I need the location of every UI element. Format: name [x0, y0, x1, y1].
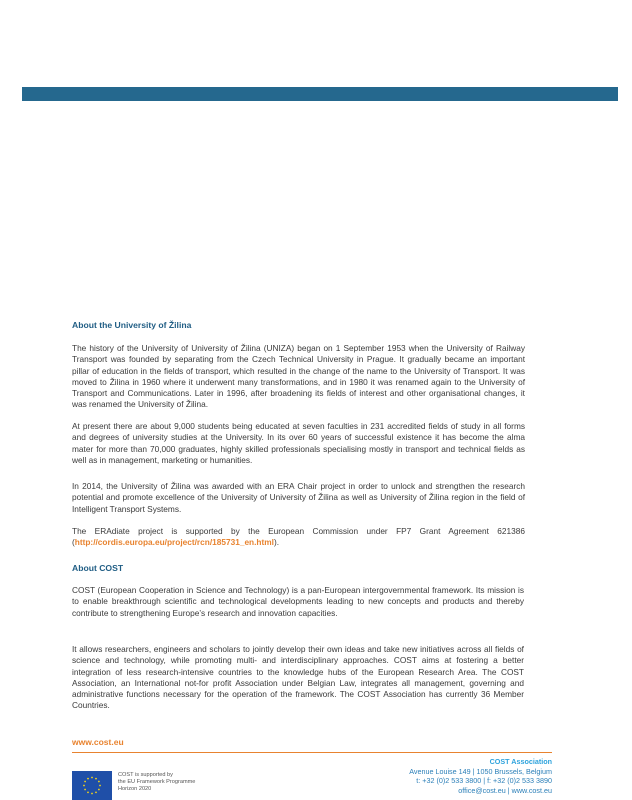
cordis-link[interactable]: http://cordis.europa.eu/project/rcn/185731_en.html: [74, 537, 274, 548]
address-phone: t: +32 (0)2 533 3800 | f: +32 (0)2 533 3890: [416, 776, 552, 785]
university-era-paragraph: In 2014, the University of Žilina was awarded with an ERA Chair project in order to unlock and strengthen the research potential and promote excellence of the University of University of Žilina as well as University of Žilina region in the field of Intelligent Transport Systems.: [72, 481, 525, 514]
address-contact[interactable]: office@cost.eu | www.cost.eu: [458, 785, 552, 795]
cost-description-paragraph: It allows researchers, engineers and scholars to jointly develop their own ideas and take new initiatives across all fields of science and technology, while promoting multi- and interdisciplinary approaches. COST aims at fostering a better integration of less research-intensive countries to the knowledge hubs of the European Research Area. The COST Association, an International not-for profit Association under Belgian Law, integrates all management, governing and administrative functions necessary for the operation of the framework. The COST Association has currently 36 Member Countries.: [72, 644, 524, 711]
cost-website-link[interactable]: www.cost.eu: [72, 737, 124, 747]
address-org: COST Association: [489, 757, 552, 766]
university-heading: About the University of Žilina: [72, 320, 192, 330]
cost-mission-paragraph: COST (European Cooperation in Science and Technology) is a pan-European intergovernmental framework. Its mission is to enable breakthrough scientific and technological developments leading to new concepts and products and thereby contribute to strengthening Europe’s research and innovation capacities.: [72, 585, 524, 618]
cost-address: [409, 757, 552, 795]
funding-text: The ERAdiate project is supported by the European Commission under FP7 Grant Agreement 621386 (: [72, 526, 525, 548]
address-street: Avenue Louise 149 | 1050 Brussels, Belgium: [409, 766, 552, 776]
eu-flag-icon: [72, 771, 112, 800]
footer-divider: [72, 752, 552, 753]
funding-close: ).: [273, 537, 280, 548]
funding-paragraph: [72, 526, 525, 549]
header-bar: [22, 87, 618, 101]
eu-support-text: COST is supported by the EU Framework Programme Horizon 2020: [118, 772, 196, 792]
cost-heading: About COST: [72, 563, 124, 573]
university-students-paragraph: At present there are about 9,000 students being educated at seven faculties in 231 accredited fields of study in all forms and degrees of university studies at the University. In its over 60 years of successful existence it has become the alma mater for more than 70,000 graduates, highly skilled professionals specialising mostly in transport and technical fields as well as in management, marketing or humanities.: [72, 421, 525, 465]
university-history-paragraph: The history of the University of University of Žilina (UNIZA) began on 1 September 1953 when the University of Railway Transport was founded by separating from the Czech Technical University in Prague. It gradually became an important pillar of education in the fields of transport, which resulted in the change of the name to the University of Transport. It was moved to Žilina in 1960 where it underwent many transformations, and in 1980 it was renamed again to the University of Transport and Communications. Later in 1996, after broadening its fields of interest and other organisational changes, it was renamed the University of Žilina.: [72, 343, 525, 410]
